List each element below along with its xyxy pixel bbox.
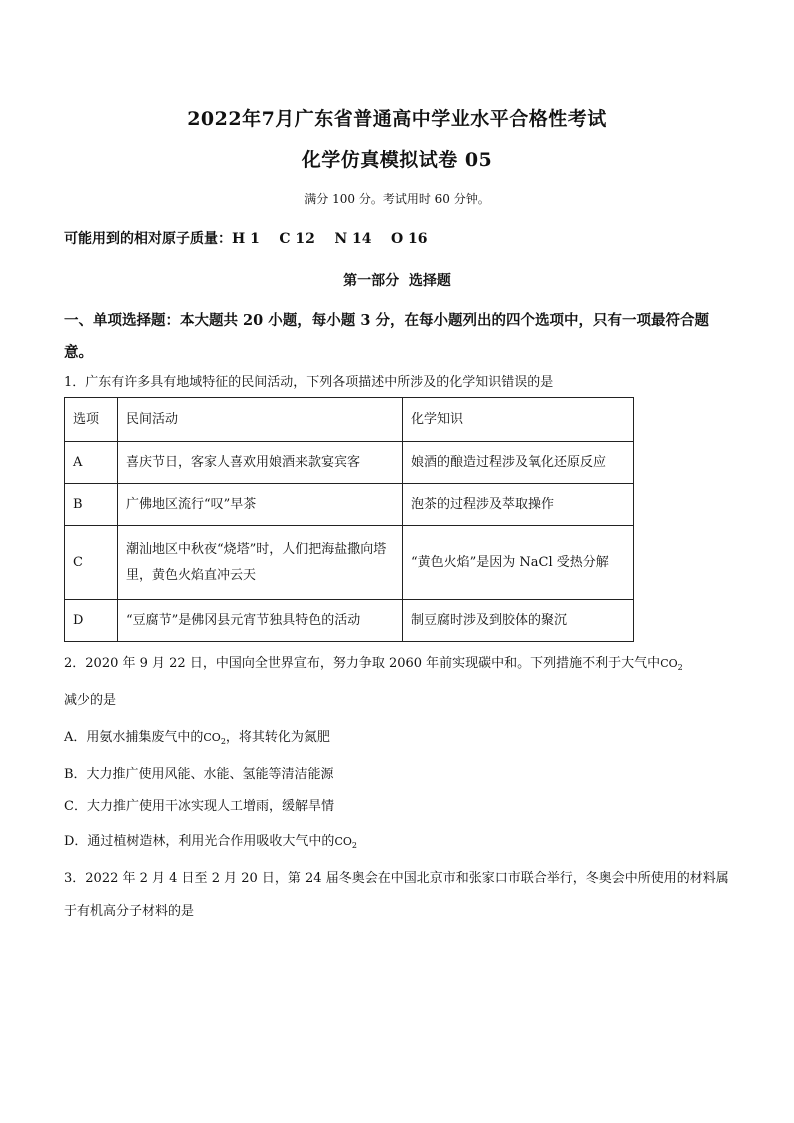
co2-formula	[203, 731, 226, 747]
table-cell-knowledge: 制豆腐时涉及到胶体的聚沉	[403, 600, 634, 642]
table-cell-activity: “豆腐节”是佛冈县元宵节独具特色的活动	[118, 600, 403, 642]
question-2-stem-part-a: 2．2020 年 9 月 22 日，中国向全世界宣布，努力争取 2060 年前实现碳中和。下列措施不利于大气中	[64, 656, 661, 671]
question-1-table	[64, 397, 634, 642]
table-header-cell: 化学知识	[403, 398, 634, 442]
table-row	[65, 442, 634, 484]
table-cell-knowledge: “黄色火焰”是因为 NaCl 受热分解	[403, 526, 634, 600]
co2-base: CO	[203, 731, 221, 744]
question-2-option-a	[64, 726, 330, 746]
table-cell-option: D	[65, 600, 118, 642]
co2-base: CO	[334, 835, 352, 848]
co2-subscript: 2	[351, 841, 357, 851]
table-cell-knowledge: 娘酒的酿造过程涉及氧化还原反应	[403, 442, 634, 484]
table-cell-option: B	[65, 484, 118, 526]
co2-subscript: 2	[220, 737, 226, 747]
table-cell-activity: 喜庆节日，客家人喜欢用娘酒来款宴宾客	[118, 442, 403, 484]
question-3-stem: 3．2022 年 2 月 4 日至 2 月 20 日，第 24 届冬奥会在中国北京市和张家口市联合举行，冬奥会中所使用的材料属于有机高分子材料的是	[64, 871, 729, 919]
table-header-cell: 民间活动	[118, 398, 403, 442]
question-1-stem: 1．广东有许多具有地域特征的民间活动，下列各项描述中所涉及的化学知识错误的是	[64, 375, 554, 390]
question-2-option-d	[64, 830, 357, 850]
co2-formula	[660, 657, 683, 673]
table-cell-activity: 广佛地区流行“叹”早茶	[118, 484, 403, 526]
question-2-option-b: B．大力推广使用风能、水能、氢能等清洁能源	[64, 767, 334, 782]
table-cell-activity: 潮汕地区中秋夜“烧塔”时，人们把海盐撒向塔里，黄色火焰直冲云天	[118, 526, 403, 600]
exam-score-time: 满分 100 分。考试用时 60 分钟。	[304, 192, 490, 206]
atomic-masses: 可能用到的相对原子质量：H 1 C 12 N 14 O 16	[64, 231, 428, 247]
question-2-stem-part-b: 减少的是	[64, 693, 117, 709]
question-2-option-c: C．大力推广使用干冰实现人工增雨，缓解旱情	[64, 799, 334, 814]
section-heading: 一、单项选择题：本大题共 20 小题，每小题 3 分，在每小题列出的四个选项中，只有一项最符合题意。	[64, 312, 709, 361]
option-a-text-tail: ，将其转化为氮肥	[225, 730, 330, 745]
co2-base: CO	[660, 657, 678, 670]
question-2-stem	[64, 647, 734, 717]
part-title: 第一部分 选择题	[343, 273, 451, 289]
option-a-text: A．用氨水捕集废气中的	[64, 730, 204, 745]
table-cell-knowledge: 泡茶的过程涉及萃取操作	[403, 484, 634, 526]
co2-formula	[334, 835, 357, 851]
table-cell-option: C	[65, 526, 118, 600]
exam-title: 2022年7月广东省普通高中学业水平合格性考试	[187, 108, 607, 130]
table-row	[65, 484, 634, 526]
table-header-row	[65, 398, 634, 442]
exam-subtitle-title: 化学仿真模拟试卷 05	[301, 149, 493, 171]
co2-subscript: 2	[677, 663, 683, 673]
table-cell-option: A	[65, 442, 118, 484]
option-d-text: D．通过植树造林，利用光合作用吸收大气中的	[64, 834, 335, 849]
table-row	[65, 526, 634, 600]
table-row	[65, 600, 634, 642]
table-header-cell: 选项	[65, 398, 118, 442]
